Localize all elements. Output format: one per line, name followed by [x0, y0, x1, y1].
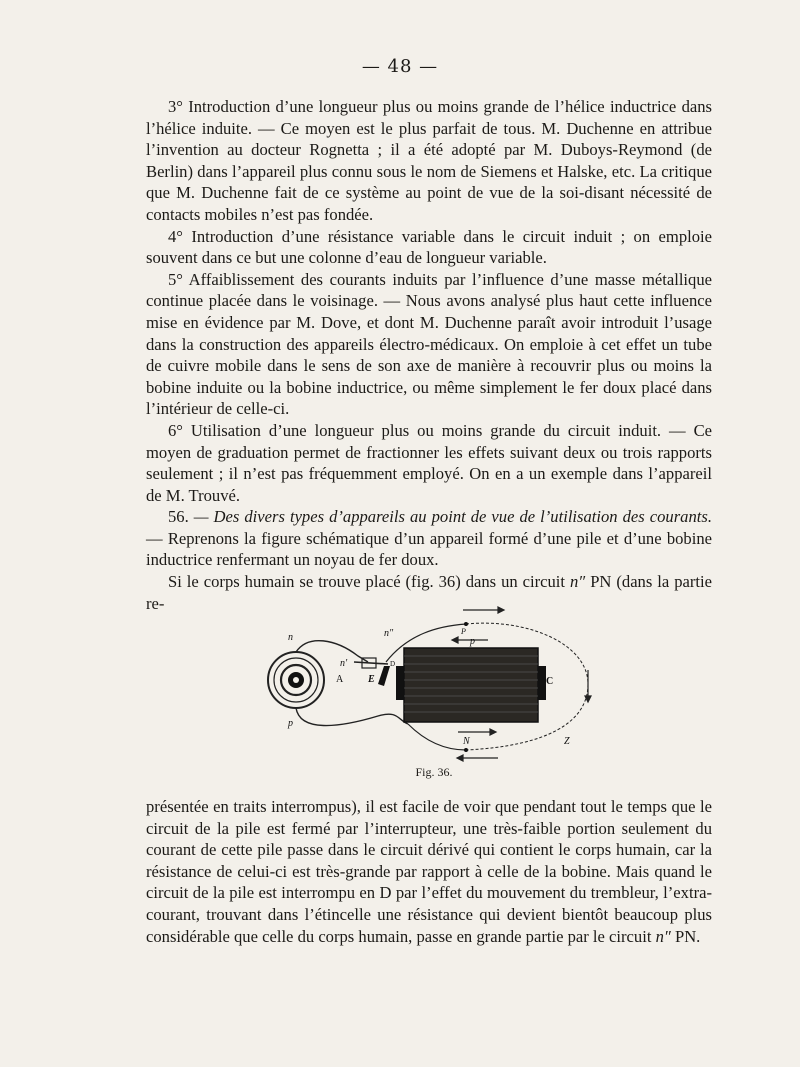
circuit-variable-end: n″ — [655, 926, 671, 946]
coil-bobine — [396, 648, 546, 722]
label-C: C — [546, 676, 554, 687]
section-56 — [146, 506, 712, 571]
paragraph-item-4: 4° Introduction d’une résistance variable dans le circuit induit ; on emploie souvent dans ce but une colonne d’eau de longueur variable. — [146, 226, 712, 268]
paragraph-item-5: 5° Affaiblissement des courants induits par l’influence d’une masse métallique continue placée dans le voisinage. — Nous avons analysé plus haut cette influence mise en évidence par M. Dove, et dont M. Duchenne paraît avoir introduit l’usage dans la construction des appareils électro-médicaux. On emploie à cet effet un tube de cuivre mobile dans le sens de son axe de manière à recouvrir plus ou moins la bobine induite ou la bobine inductrice, ou même simplement le fer doux placé dans l’intérieur de celle-ci. — [146, 269, 712, 419]
section-body: — Reprenons la figure schématique d’un appareil formé d’une pile et d’une bobine inductrice renfermant un noyau de fer doux. — [146, 528, 712, 570]
section-title: — Des divers types d’appareils au point de vue de l’utilisation des courants. — [193, 507, 712, 527]
label-A: A — [336, 674, 344, 685]
paragraph-item-6: 6° Utilisation d’une longueur plus ou moins grande du circuit induit. — Ce moyen de graduation permet de fractionner les effets suivant deux ou trois rapports seulement ; il n’est pas fréquemment employé. On en a un exemple dans l’appareil de M. Trouvé. — [146, 420, 712, 505]
label-D: D — [390, 660, 396, 668]
body-text-top — [146, 96, 712, 614]
page-number: — 48 — — [361, 56, 439, 77]
figure-caption: Fig. 36. — [415, 765, 453, 779]
battery-pile — [268, 652, 324, 708]
label-E: E — [368, 674, 375, 685]
section-number: 56. — [168, 507, 189, 527]
continued-text-end: PN. — [670, 926, 701, 946]
wire-n — [296, 641, 368, 662]
figure-36-diagram — [258, 604, 598, 764]
wire-bottom — [408, 724, 466, 750]
label-n-second: n″ — [384, 628, 394, 639]
label-Z: Z — [564, 736, 570, 747]
label-P: P — [461, 627, 466, 636]
label-n: n — [288, 632, 293, 643]
fig-intro-text: Si le corps humain se trouve placé (fig. 36) dans un circuit — [168, 572, 570, 592]
fig-intro-text-end: PN (dans la partie re- — [146, 572, 712, 613]
wire-p — [296, 708, 408, 726]
paragraph-item-3: 3° Introduction d’une longueur plus ou moins grande de l’hélice inductrice dans l’hélice induite. — Ce moyen est le plus parfait de tous. M. Duchenne en attribue l’invention au docteur Rognetta ; il a été adopté par M. Duboys-Reymond (de Berlin) dans l’appareil plus connu sous le nom de Siemens et Halske, etc. La critique que M. Duchenne fait de ce système au point de vue de la soi-disant nécessité de contacts mobiles n’est pas fondée. — [146, 97, 712, 224]
continued-text: présentée en traits interrompus), il est facile de voir que pendant tout le temps que le circuit de la pile est fermé par l’interrupteur, une très-faible portion seulement du courant de cette pile passe dans le circuit dérivé qui contient le corps humain, car la résistance de celui-ci est très-grande par rapport à celle de la bobine. Mais quand le circuit de la pile est interrompu en D par l’effet du mouvement du trembleur, l’extra-courant, trouvant dans l’étincelle une résistance qui devient bientôt beaucoup plus considérable que celle du corps humain, passe en grande partie par le circuit — [146, 797, 712, 946]
circuit-variable: n″ — [570, 572, 586, 592]
body-text-bottom — [146, 796, 712, 947]
label-N: N — [463, 736, 470, 747]
label-n-prime: n′ — [340, 658, 348, 669]
label-p: p — [470, 636, 475, 647]
label-p-battery: p — [288, 718, 293, 729]
paragraph-continued — [146, 796, 712, 947]
